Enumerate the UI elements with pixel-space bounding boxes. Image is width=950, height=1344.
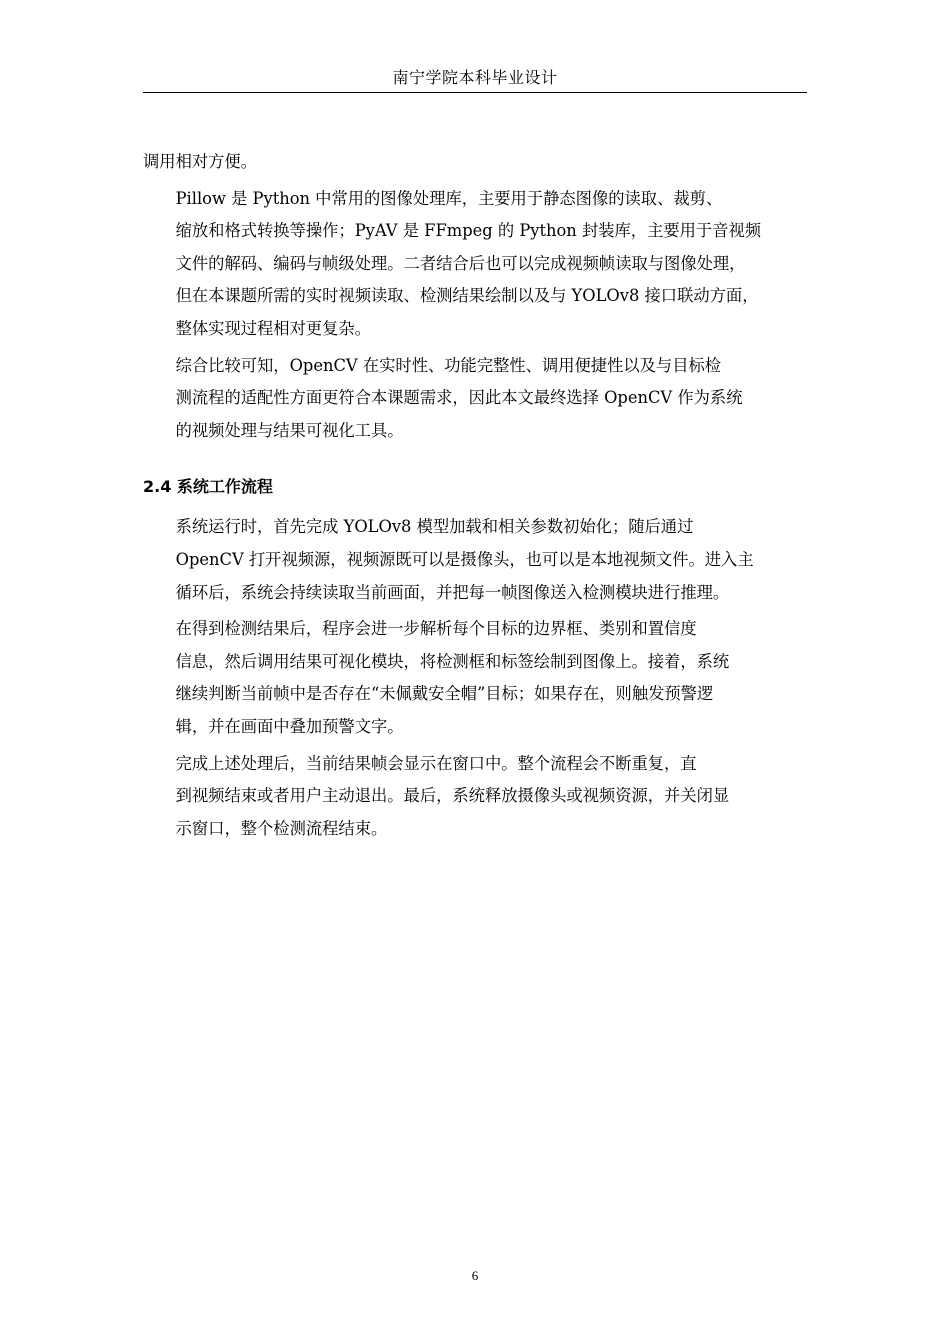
text-line: 完成上述处理后，当前结果帧会显示在窗口中。整个流程会不断重复，直 (175, 753, 697, 773)
paragraph-workflow-end (143, 748, 807, 846)
text-line: 的视频处理与结果可视化工具。 (175, 420, 404, 440)
text-line: 测流程的适配性方面更符合本课题需求，因此本文最终选择 OpenCV 作为系统 (175, 388, 743, 408)
text-line: 示窗口，整个检测流程结束。 (175, 818, 388, 838)
header-title: 南宁学院本科毕业设计 (392, 68, 558, 87)
page-number: 6 (471, 1268, 479, 1283)
text-line: Pillow 是 Python 中常用的图像处理库，主要用于静态图像的读取、裁剪、 (175, 188, 723, 208)
paragraph-continuation (143, 146, 807, 179)
text-line: 在得到检测结果后，程序会进一步解析每个目标的边界框、类别和置信度 (175, 619, 697, 639)
text-line: 继续判断当前帧中是否存在“未佩戴安全帽”目标；如果存在，则触发预警逻 (175, 684, 714, 704)
paragraph-workflow-start (143, 511, 807, 609)
text-line: OpenCV 打开视频源，视频源既可以是摄像头，也可以是本地视频文件。进入主 (175, 549, 754, 569)
page-body (143, 146, 807, 845)
paragraph-workflow-detection (143, 613, 807, 743)
text-line: 综合比较可知，OpenCV 在实时性、功能完整性、调用便捷性以及与目标检 (175, 355, 722, 375)
paragraph-conclusion (143, 350, 807, 448)
section-heading: 2.4 系统工作流程 (143, 477, 273, 497)
text-line: 系统运行时，首先完成 YOLOv8 模型加载和相关参数初始化；随后通过 (175, 517, 694, 537)
text-line: 调用相对方便。 (143, 152, 257, 171)
text-line: 缩放和格式转换等操作；PyAV 是 FFmpeg 的 Python 封装库，主要用于音视频 (175, 221, 762, 241)
paragraph-pillow-pyav (143, 183, 807, 346)
text-line: 到视频结束或者用户主动退出。最后，系统释放摄像头或视频资源，并关闭显 (175, 786, 730, 806)
text-line: 辑，并在画面中叠加预警文字。 (175, 716, 404, 736)
text-line: 信息，然后调用结果可视化模块，将检测框和标签绘制到图像上。接着，系统 (175, 651, 730, 671)
page-header (143, 62, 807, 93)
text-line: 文件的解码、编码与帧级处理。二者结合后也可以完成视频帧读取与图像处理， (175, 253, 746, 273)
text-line: 但在本课题所需的实时视频读取、检测结果绘制以及与 YOLOv8 接口联动方面， (175, 286, 759, 306)
text-line: 整体实现过程相对更复杂。 (175, 318, 371, 338)
text-line: 循环后，系统会持续读取当前画面，并把每一帧图像送入检测模块进行推理。 (175, 582, 730, 602)
